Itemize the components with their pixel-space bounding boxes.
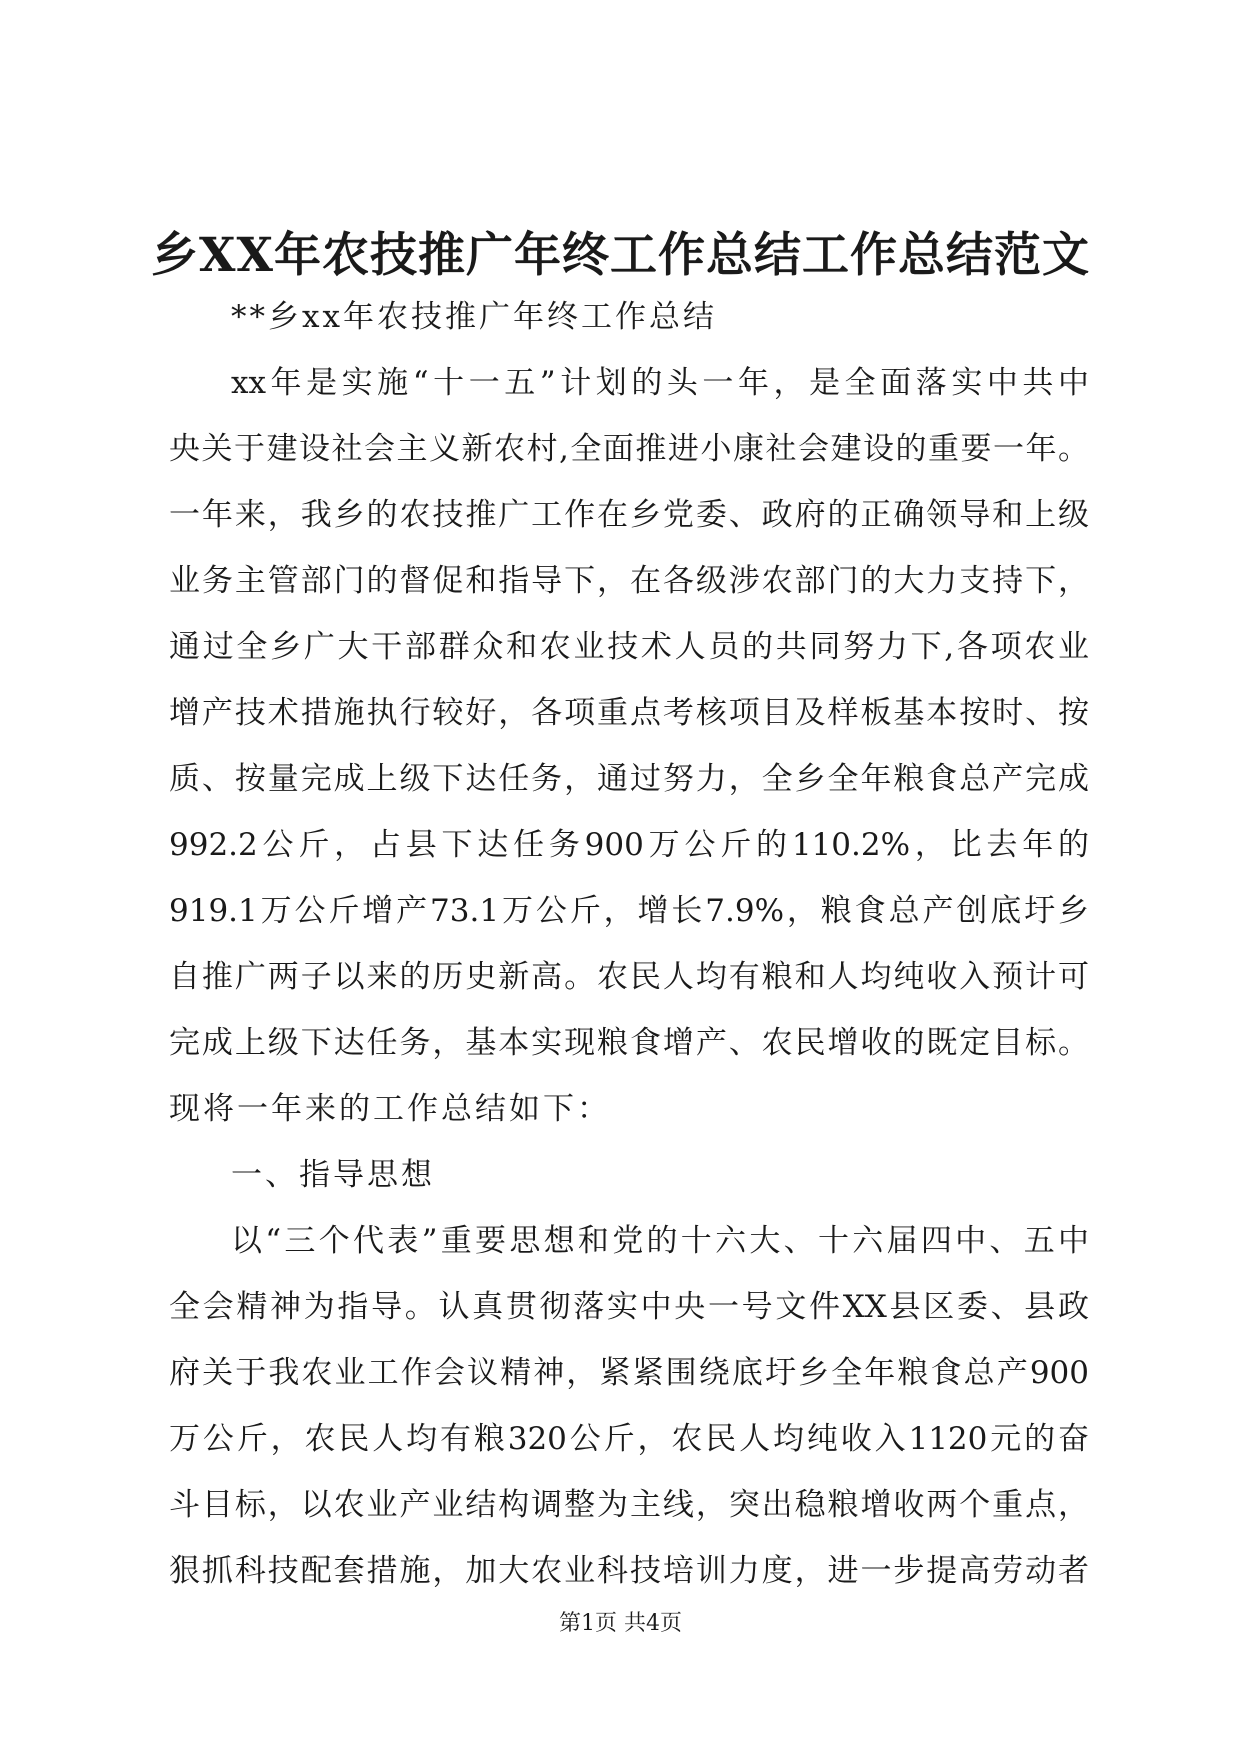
paragraph-line: 现将一年来的工作总结如下： <box>169 1091 611 1127</box>
subtitle-line: **乡xx年农技推广年终工作总结 <box>231 299 717 335</box>
paragraph-line: 全会精神为指导。认真贯彻落实中央一号文件XX县区委、县政 <box>169 1289 1089 1325</box>
paragraph-line: 业务主管部门的督促和指导下，在各级涉农部门的大力支持下， <box>169 563 1089 599</box>
paragraph-line: 通过全乡广大干部群众和农业技术人员的共同努力下,各项农业 <box>169 629 1089 665</box>
paragraph-line: 增产技术措施执行较好，各项重点考核项目及样板基本按时、按 <box>169 695 1089 731</box>
paragraph-line: xx年是实施“十一五”计划的头一年，是全面落实中共中 <box>231 365 1089 401</box>
paragraph-line: 斗目标，以农业产业结构调整为主线，突出稳粮增收两个重点， <box>169 1487 1089 1523</box>
document-body <box>169 295 1089 1615</box>
paragraph-line: 万公斤，农民人均有粮320公斤，农民人均纯收入1120元的奋 <box>169 1421 1089 1457</box>
paragraph-line: 自推广两子以来的历史新高。农民人均有粮和人均纯收入预计可 <box>169 959 1089 995</box>
paragraph-line: 完成上级下达任务，基本实现粮食增产、农民增收的既定目标。 <box>169 1025 1089 1061</box>
page-number-footer: 第1页 共4页 <box>559 1611 682 1636</box>
paragraph-line: 919.1万公斤增产73.1万公斤，增长7.9%，粮食总产创底圩乡 <box>169 893 1089 929</box>
paragraph-line: 以“三个代表”重要思想和党的十六大、十六届四中、五中 <box>231 1223 1089 1259</box>
paragraph-line: 质、按量完成上级下达任务，通过努力，全乡全年粮食总产完成 <box>169 761 1089 797</box>
paragraph-line: 央关于建设社会主义新农村,全面推进小康社会建设的重要一年。 <box>169 431 1089 467</box>
paragraph-line: 992.2公斤，占县下达任务900万公斤的110.2%，比去年的 <box>169 827 1089 863</box>
document-title: 乡XX年农技推广年终工作总结工作总结范文 <box>151 228 1090 283</box>
section-heading: 一、指导思想 <box>231 1157 435 1193</box>
paragraph-line: 狠抓科技配套措施，加大农业科技培训力度，进一步提高劳动者 <box>169 1553 1089 1589</box>
paragraph-line: 一年来，我乡的农技推广工作在乡党委、政府的正确领导和上级 <box>169 497 1089 533</box>
paragraph-line: 府关于我农业工作会议精神，紧紧围绕底圩乡全年粮食总产900 <box>169 1355 1089 1391</box>
